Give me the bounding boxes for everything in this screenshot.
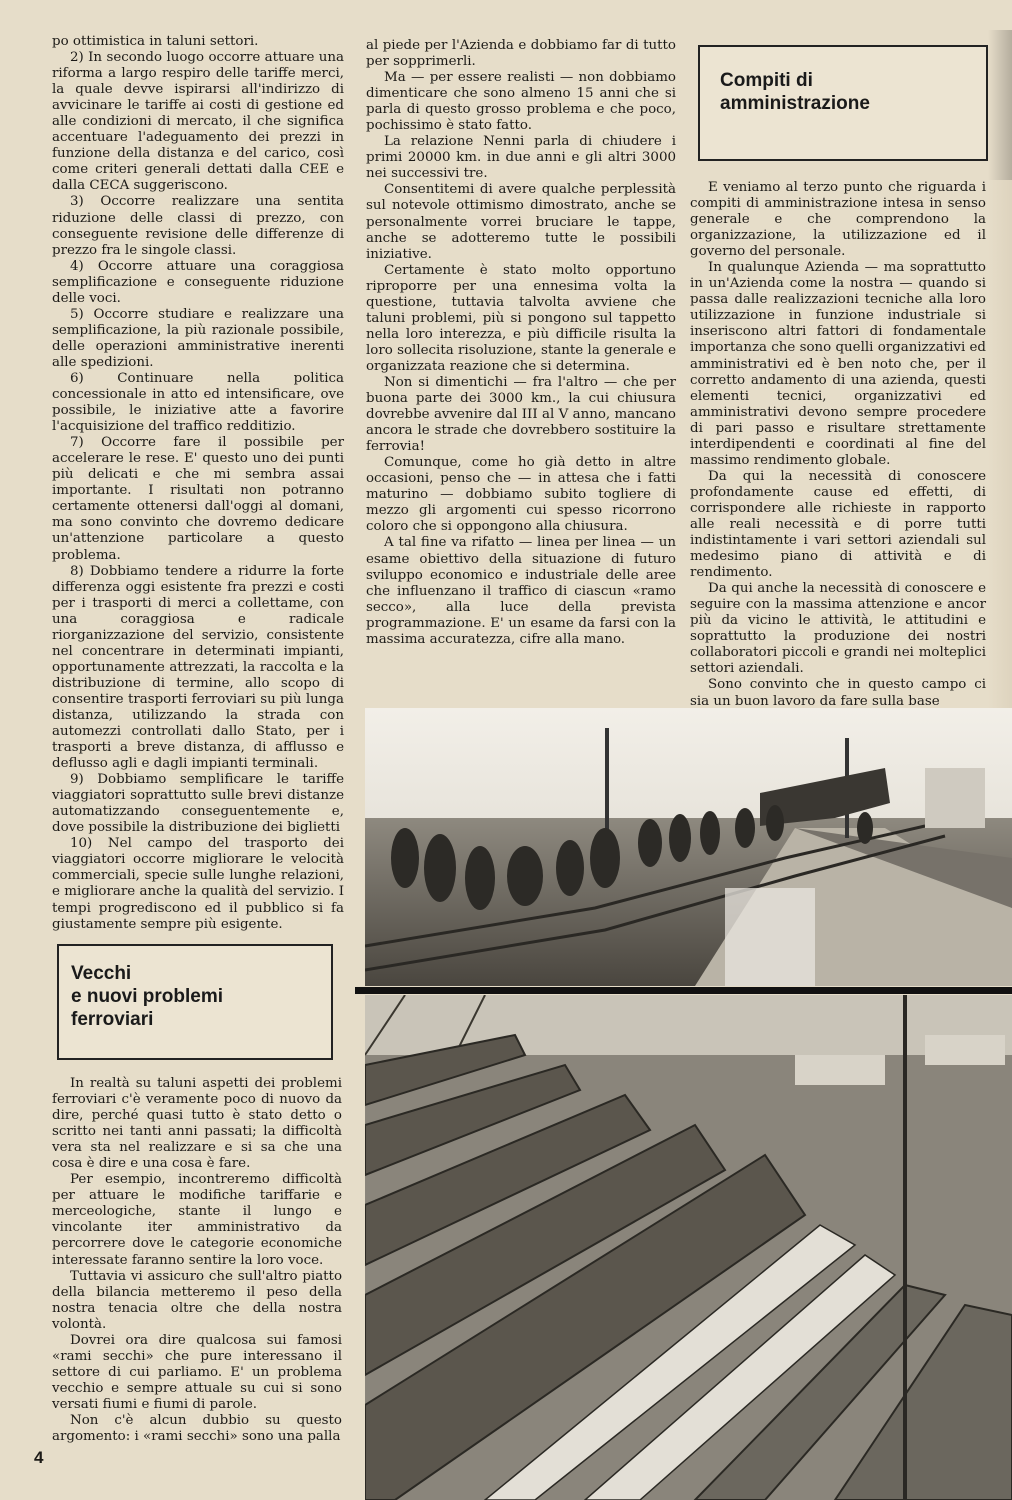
paragraph: Non si dimentichi — fra l'altro — che per buona parte dei 3000 km., la cui chiusura dovrebbe avvenire dal III al V anno, mancano ancora le strade che dovrebbero sostituire la ferrovia! [366,374,676,455]
paragraph: Dovrei ora dire qualcosa sui famosi «rami secchi» che pure interessano il settore di cui parliamo. E' un problema vecchio e sempre attuale su cui si sono versati fiumi e fiumi di parole. [52,1332,342,1412]
photo-track-workers [365,708,1012,986]
paragraph: Tuttavia vi assicuro che sull'altro piatto della bilancia metteremo il peso della nostra tenacia oltre che della nostra volontà. [52,1268,342,1332]
paragraph: E veniamo al terzo punto che riguarda i compiti di amministrazione intesa in senso generale e che comprendono la organizzazione, la utilizzazione ed il governo del personale. [690,180,986,260]
section-heading-box-vecchi-problemi [57,944,333,1060]
adjacent-page-edge [988,30,1012,180]
paragraph: po ottimistica in taluni settori. [52,34,259,49]
column-1-bottom [52,1076,342,1445]
paragraph: Non c'è alcun dubbio su questo argomento: i «rami secchi» sono una palla [52,1412,342,1445]
paragraph: 3) Occorre realizzare una sentita riduzione delle classi di prezzo, con conseguente revisione delle differenze di prezzo fra le singole classi. [52,194,344,258]
paragraph: In qualunque Azienda — ma soprattutto in un'Azienda come la nostra — quando si passa dalle realizzazioni tecniche alla loro utilizzazione in funzione industriale si inseriscono altri fattori di fondamentale importanza che sono quelli organizzativi ed amministrativi ed è ben noto che, per il corretto andamento di una azienda, questi elementi tecnici, organizzativi ed amministrativi devono sempre procedere di pari passo e risultare strettamente interdipendenti e coordinati al fine del massimo rendimento globale. [690,260,986,468]
paragraph: 10) Nel campo del trasporto dei viaggiatori occorre migliorare le velocità commerciali, specie sulle lunghe relazioni, e migliorare anche la qualità del servizio. I tempi progrediscono ed il pubblico si fa giustamente sempre più esigente. [52,836,344,932]
paragraph: 8) Dobbiamo tendere a ridurre la forte differenza oggi esistente fra prezzi e costi per i trasporti di merci a collettame, con una coraggiosa e radicale riorganizzazione del servizio, consistente nel concentrare in determinati impianti, opportunamente attrezzati, la raccolta e la distribuzione di termine, allo scopo di consentire trasporti ferroviari su più lunga distanza, utilizzando la strada con automezzi controllati dallo Stato, per i trasporti a breve distanza, di afflusso e deflusso agli e dagli impianti terminali. [52,563,344,772]
section-heading-line: ferroviari [71,1009,154,1030]
paragraph: Certamente è stato molto opportuno riproporre per una ennesima volta la questione, tuttavia talvolta avviene che taluni problemi, più si pongono sul tappetto nella loro interezza, e più difficile risulta la loro sollecita risoluzione, stante la generale e organizzata reazione che si determina. [366,262,676,374]
paragraph: Comunque, come ho già detto in altre occasioni, penso che — in attesa che i fatti maturino — dobbiamo subito togliere di mezzo gli argomenti cui spesso ricorrono coloro che si oppongono alla chiusura. [366,455,676,535]
paragraph: A tal fine va rifatto — linea per linea — un esame obiettivo della situazione di futuro sviluppo economico e industriale delle aree che influenzano il traffico di ciascun «ramo secco», alla luce della prevista programmazione. E' un esame da farsi con la massima accuratezza, cifre alla mano. [366,535,676,647]
paragraph: 2) In secondo luogo occorre attuare una riforma a largo respiro delle tariffe merci, la quale devve ispirarsi all'indirizzo di avvicinare le tariffe ai costi di gestione ed alle condizioni di mercato, il che significa accentuare l'adeguamento dei prezzi in funzione della distanza e del carico, così come criteri generali dettati dalla CEE e dalla CECA suggeriscono. [52,50,344,194]
paragraph: In realtà su taluni aspetti dei problemi ferroviari c'è veramente poco di nuovo da dire, perché quasi tutto è stato detto o scritto nei tanti anni passati; la difficoltà vera sta nel realizzare e si sa che una cosa è dire e una cosa è fare. [52,1076,342,1172]
section-heading-box-compiti [698,45,988,161]
paragraph: 6) Continuare nella politica concessionale in atto ed intensificare, ove possibile, le iniziative atte a favorire l'acquisizione del traffico redditizio. [52,370,344,435]
paragraph: 5) Occorre studiare e realizzare una semplificazione, la più razionale possibile, delle operazioni amministrative inerenti alle spedizioni. [52,306,344,370]
paragraph: Sono convinto che in questo campo ci sia un buon lavoro da fare sulla base [690,677,986,709]
paragraph: 4) Occorre attuare una coraggiosa semplificazione e conseguente riduzione delle voci. [52,258,344,306]
paragraph: Da qui anche la necessità di conoscere e seguire con la massima attenzione e ancor più da vicino le attività, le attitudini e soprattutto la produzione dei nostri collaboratori piccoli e grandi nei molteplici settori aziendali. [690,581,986,677]
section-heading-line: amministrazione [720,93,870,114]
paragraph: Consentitemi di avere qualche perplessità sul notevole ottimismo dimostrato, anche se personalmente vorrei bruciare le tappe, anche se adotteremo tutte le possibili iniziative. [366,182,676,262]
section-heading-line: e nuovi problemi [71,986,224,1007]
paragraph: La relazione Nenni parla di chiudere i primi 20000 km. in due anni e gli altri 3000 nei successivi tre. [366,134,676,182]
paragraph: Per esempio, incontreremo difficoltà per attuare le modifiche tariffarie e merceologiche, stante il lungo e vincolante iter amministrativo da percorrere dove le categorie economiche interessate faranno sentire la loro voce. [52,1172,342,1268]
page-number: 4 [34,1448,44,1467]
section-heading-line: Vecchi [71,963,132,984]
adjacent-page-edge-lower [988,180,1012,708]
photo-divider [355,987,1012,994]
column-1-top [52,34,344,933]
photo-freight-yard-graphic [365,995,1012,1500]
column-3 [690,180,986,710]
paragraph: Da qui la necessità di conoscere profondamente cause ed effetti, di corrispondere alle richieste in rapporto alle reali necessità e di porre tutti indistintamente i vari settori aziendali sul medesimo piano di attività e di rendimento. [690,468,986,581]
paragraph: 9) Dobbiamo semplificare le tariffe viaggiatori soprattutto sulle brevi distanze automatizzando conseguentemente e, dove possibile la distribuzione dei biglietti [52,772,344,836]
paragraph: Ma — per essere realisti — non dobbiamo dimenticare che sono almeno 15 anni che si parla di questo grosso problema e che poco, pochissimo è stato fatto. [366,70,676,134]
paragraph: al piede per l'Azienda e dobbiamo far di tutto per sopprimerli. [366,38,676,70]
section-heading-line: Compiti di [720,70,813,91]
column-2 [366,38,676,648]
paragraph: 7) Occorre fare il possibile per accelerare le rese. E' questo uno dei punti più delicati e che mi sembra assai importante. I risultati non potranno certamente ottenersi dall'oggi al domani, ma sono convinto che dovremo dedicare un'attenzione particolare a questo problema. [52,435,344,563]
photo-freight-yard [365,995,1012,1500]
photo-track-workers-graphic [365,708,1012,986]
